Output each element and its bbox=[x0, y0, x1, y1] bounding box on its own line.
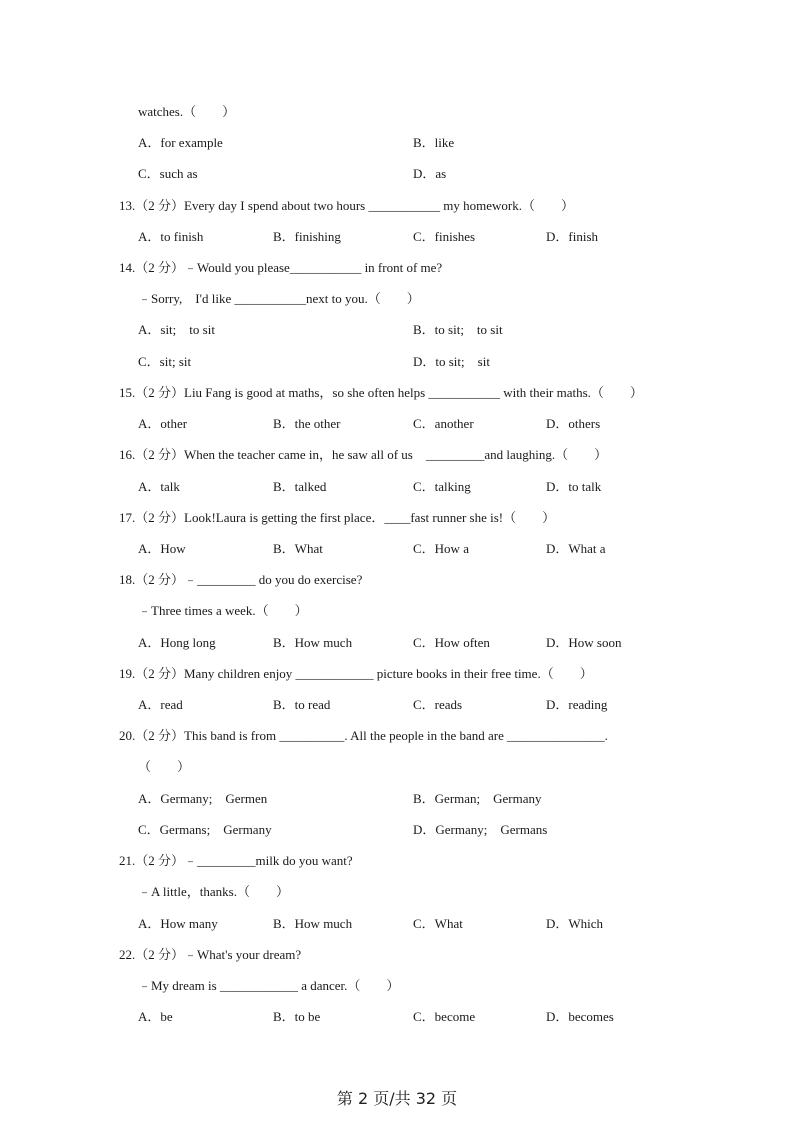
question-20-bracket: （ ） bbox=[138, 759, 191, 774]
option-d[interactable]: D．Germany; Germans bbox=[413, 822, 548, 837]
option-b[interactable]: B．How much bbox=[273, 635, 353, 650]
option-c[interactable]: C．such as bbox=[138, 166, 198, 181]
question-16: 16.（2 分）When the teacher came in，he saw all of us _________and laughing.（ ） bbox=[119, 447, 608, 462]
page-footer: 第 2 页/共 32 页 bbox=[336, 1089, 458, 1108]
option-d[interactable]: D．reading bbox=[546, 697, 608, 712]
option-d[interactable]: D．as bbox=[413, 166, 447, 181]
option-b[interactable]: B．How much bbox=[273, 916, 353, 931]
option-c[interactable]: C．reads bbox=[413, 697, 463, 712]
question-21-reply: ﹣A little，thanks.（ ） bbox=[138, 884, 289, 899]
question-17: 17.（2 分）Look!Laura is getting the first place．____fast runner she is!（ ） bbox=[119, 510, 556, 525]
option-a[interactable]: A．Hong long bbox=[138, 635, 216, 650]
option-a[interactable]: A．be bbox=[138, 1009, 173, 1024]
option-b[interactable]: B．to be bbox=[273, 1009, 321, 1024]
option-d[interactable]: D．to talk bbox=[546, 479, 602, 494]
option-d[interactable]: D．Which bbox=[546, 916, 604, 931]
option-b[interactable]: B．to read bbox=[273, 697, 331, 712]
question-22: 22.（2 分）﹣What's your dream? bbox=[119, 947, 302, 962]
question-14: 14.（2 分）﹣Would you please___________ in front of me? bbox=[119, 260, 443, 275]
option-a[interactable]: A．read bbox=[138, 697, 183, 712]
option-d[interactable]: D．How soon bbox=[546, 635, 622, 650]
question-18: 18.（2 分）﹣_________ do you do exercise? bbox=[119, 572, 363, 587]
option-d[interactable]: D．What a bbox=[546, 541, 606, 556]
option-a[interactable]: A．talk bbox=[138, 479, 180, 494]
option-a[interactable]: A．How bbox=[138, 541, 186, 556]
option-b[interactable]: B．talked bbox=[273, 479, 327, 494]
question-18-reply: ﹣Three times a week.（ ） bbox=[138, 603, 308, 618]
option-c[interactable]: C．What bbox=[413, 916, 463, 931]
question-15: 15.（2 分）Liu Fang is good at maths，so she often helps ___________ with their maths.（ ） bbox=[119, 385, 643, 400]
option-d[interactable]: D．to sit; sit bbox=[413, 354, 490, 369]
option-c[interactable]: C．talking bbox=[413, 479, 471, 494]
question-22-reply: ﹣My dream is ____________ a dancer.（ ） bbox=[138, 978, 400, 993]
question-text: watches.（ ） bbox=[138, 104, 236, 119]
question-19: 19.（2 分）Many children enjoy ____________ picture books in their free time.（ ） bbox=[119, 666, 593, 681]
question-20: 20.（2 分）This band is from __________. All the people in the band are _______________. bbox=[119, 728, 608, 743]
option-c[interactable]: C．become bbox=[413, 1009, 476, 1024]
option-c[interactable]: C．sit; sit bbox=[138, 354, 192, 369]
option-a[interactable]: A．Germany; Germen bbox=[138, 791, 268, 806]
question-21: 21.（2 分）﹣_________milk do you want? bbox=[119, 853, 353, 868]
option-d[interactable]: D．finish bbox=[546, 229, 599, 244]
option-b[interactable]: B．like bbox=[413, 135, 455, 150]
option-c[interactable]: C．Germans; Germany bbox=[138, 822, 272, 837]
option-d[interactable]: D．becomes bbox=[546, 1009, 614, 1024]
option-b[interactable]: B．the other bbox=[273, 416, 341, 431]
option-b[interactable]: B．finishing bbox=[273, 229, 341, 244]
option-c[interactable]: C．finishes bbox=[413, 229, 476, 244]
question-13: 13.（2 分）Every day I spend about two hours ___________ my homework.（ ） bbox=[119, 198, 574, 213]
option-b[interactable]: B．What bbox=[273, 541, 323, 556]
option-c[interactable]: C．How a bbox=[413, 541, 469, 556]
option-b[interactable]: B．to sit; to sit bbox=[413, 322, 503, 337]
option-a[interactable]: A．sit; to sit bbox=[138, 322, 215, 337]
option-c[interactable]: C．another bbox=[413, 416, 474, 431]
option-a[interactable]: A．for example bbox=[138, 135, 223, 150]
option-a[interactable]: A．How many bbox=[138, 916, 218, 931]
option-b[interactable]: B．German; Germany bbox=[413, 791, 542, 806]
option-d[interactable]: D．others bbox=[546, 416, 601, 431]
question-14-reply: ﹣Sorry, I'd like ___________next to you.（ ） bbox=[138, 291, 420, 306]
option-a[interactable]: A．to finish bbox=[138, 229, 204, 244]
option-c[interactable]: C．How often bbox=[413, 635, 490, 650]
option-a[interactable]: A．other bbox=[138, 416, 188, 431]
